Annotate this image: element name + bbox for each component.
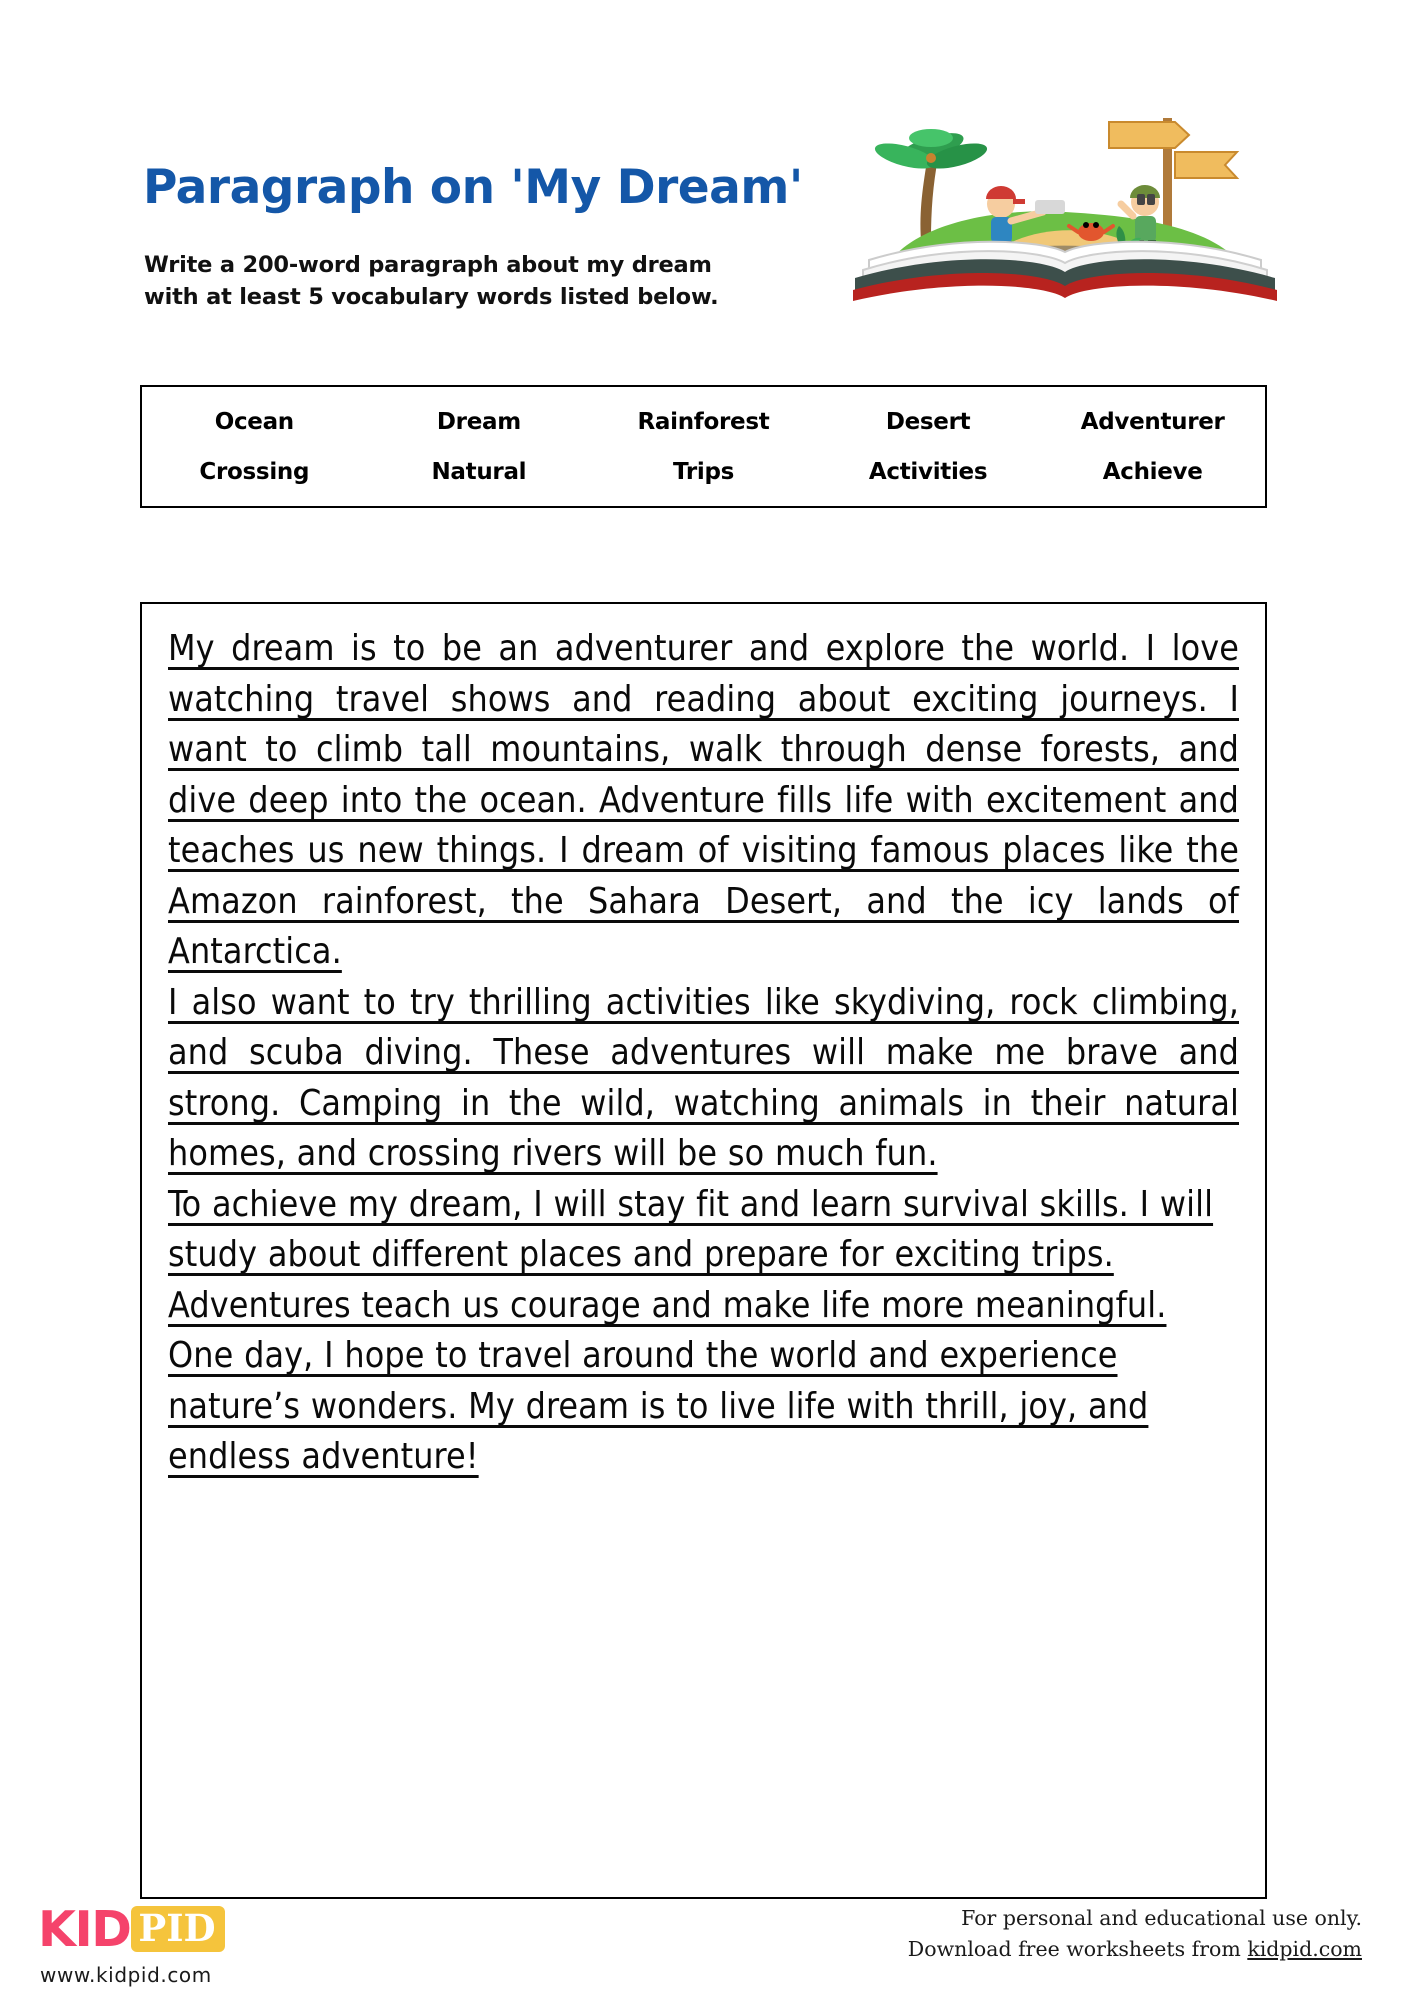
kidpid-logo-pid-badge: PID	[131, 1906, 224, 1952]
open-book-adventure-icon	[845, 100, 1285, 310]
response-paragraph-3: To achieve my dream, I will stay fit and learn survival skills. I will study about different places and prepare for exciting trips. Adventures teach us courage and make life more meaningful. One day, I hope to travel around the world and experience nature’s wonders. My dream is to live life with thrill, joy, and endless adventure!	[168, 1183, 1214, 1477]
worksheet-footer	[0, 1900, 1414, 2000]
footer-note-line-1: For personal and educational use only.	[961, 1906, 1362, 1930]
page-title: Paragraph on 'My Dream'	[143, 160, 803, 215]
vocab-word-desert: Desert	[885, 408, 971, 435]
footer-note-line-2-prefix: Download free worksheets from	[907, 1937, 1248, 1961]
kidpid-website-url: www.kidpid.com	[40, 1963, 212, 1987]
kidpid-logo-kid-text: KID	[38, 1900, 131, 1958]
vocab-word-ocean: Ocean	[214, 408, 294, 435]
vocab-word-rainforest: Rainforest	[637, 408, 770, 435]
answer-writing-area[interactable]	[140, 602, 1267, 1899]
response-paragraph-2: I also want to try thrilling activities like skydiving, rock climbing, and scuba diving. These adventures will make me brave and strong. Camping in the wild, watching animals in their natural homes, and crossing rivers will be so much fun.	[168, 981, 1239, 1174]
vocab-word-adventurer: Adventurer	[1080, 408, 1225, 435]
vocab-word-natural: Natural	[431, 458, 527, 485]
student-response	[168, 624, 1239, 1483]
vocabulary-row-1	[142, 397, 1265, 447]
footer-note-line-2	[908, 1934, 1362, 1965]
worksheet-header	[0, 0, 1414, 380]
vocab-word-dream: Dream	[436, 408, 521, 435]
kidpid-logo-row	[38, 1901, 225, 1957]
kidpid-footer-link[interactable]: kidpid.com	[1247, 1937, 1362, 1961]
footer-usage-note	[908, 1903, 1362, 1965]
vocab-word-achieve: Achieve	[1102, 458, 1203, 485]
vocab-word-activities: Activities	[868, 458, 988, 485]
vocabulary-row-2	[142, 447, 1265, 497]
vocab-word-crossing: Crossing	[199, 458, 310, 485]
instruction-line-1: Write a 200-word paragraph about my dream	[144, 252, 712, 278]
page-instructions	[144, 249, 804, 313]
response-paragraph-1: My dream is to be an adventurer and explore the world. I love watching travel shows and reading about exciting journeys. I want to climb tall mountains, walk through dense forests, and dive deep into the ocean. Adventure fills life with excitement and teaches us new things. I dream of visiting famous places like the Amazon rainforest, the Sahara Desert, and the icy lands of Antarctica.	[168, 628, 1239, 972]
kidpid-logo[interactable]	[38, 1901, 225, 1987]
vocabulary-word-bank	[140, 385, 1267, 508]
instruction-line-2: with at least 5 vocabulary words listed below.	[144, 284, 719, 310]
vocab-word-trips: Trips	[672, 458, 734, 485]
